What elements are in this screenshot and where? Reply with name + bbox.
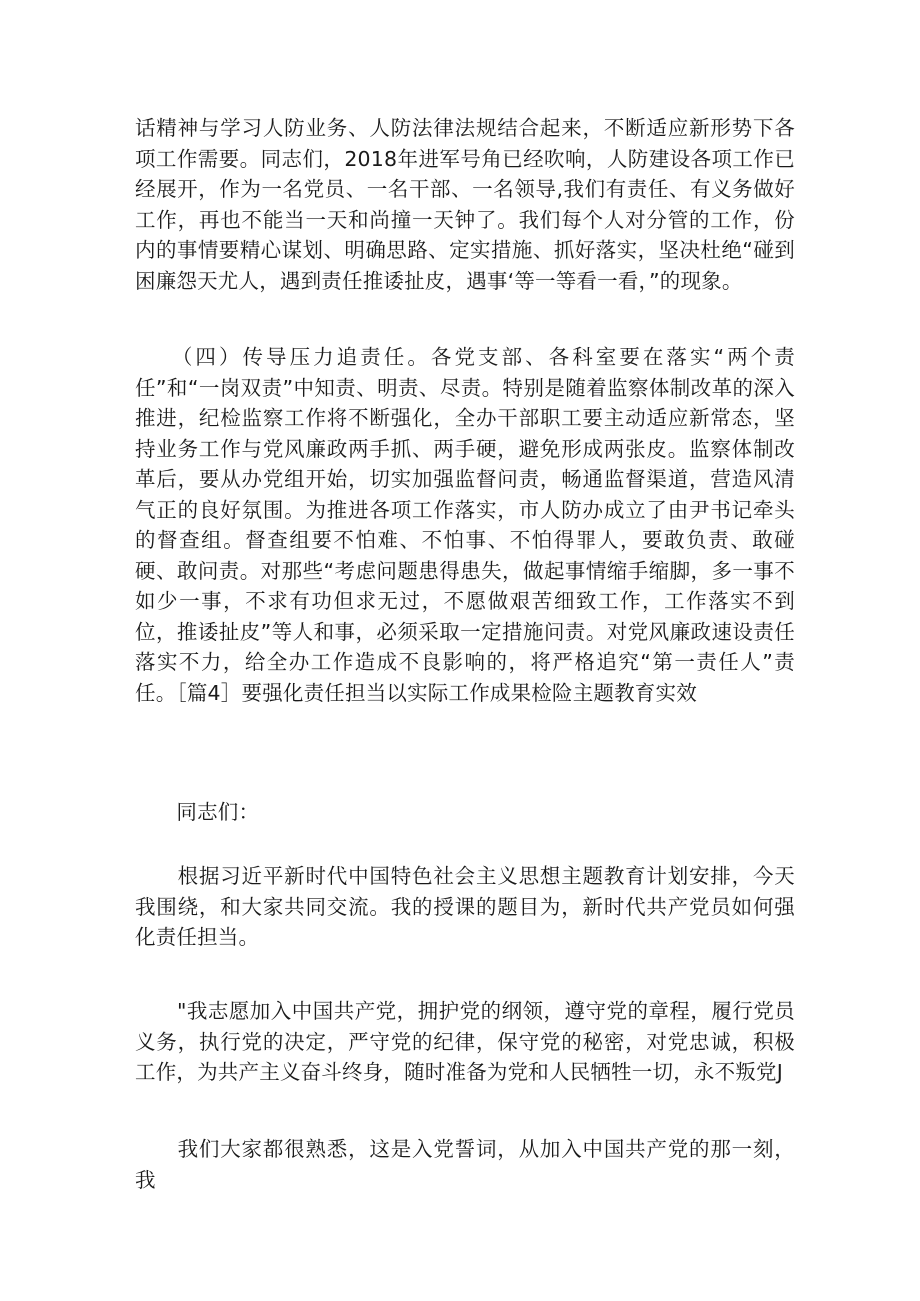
- paragraph-5: "我志愿加入中国共产党，拥护党的纲领，遵守党的章程，履行党员义务，执行党的决定，严守党的纪律，保守党的秘密，对党忠诚，积极工作，为共产主义奋斗终身，随时准备为党和人民牺牲一切，永不叛党J: [135, 999, 795, 1084]
- paragraph-3: 同志们：: [135, 800, 260, 824]
- paragraph-2: （四）传导压力追责任。各党支部、各科室要在落实“两个责任”和“一岗双责”中知责、明责、尽责。特别是随着监察体制改革的深入推进，纪检监察工作将不断强化，全办干部职工要主动适应新常态，坚持业务工作与党风廉政两手抓、两手硬，避免形成两张皮。监察体制改革后，要从办党组开始，切实加强监督问责，畅通监督渠道，营造风清气正的良好氛围。为推进各项工作落实，市人防办成立了由尹书记牵头的督查组。督查组要不怕难、不怕事、不怕得罪人，要敢负责、敢碰硬、敢问责。对那些“考虑问题患得患失，做起事情缩手缩脚，多一事不如少一事，不求有功但求无过，不愿做艰苦细致工作，工作落实不到位，推诿扯皮”等人和事，必须采取一定措施问责。对党风廉政速设责任落实不力，给全办工作造成不良影响的，将严格追究“第一责任人”责任。［篇4］要强化责任担当以实际工作成果检险主题教育实效: [135, 345, 795, 705]
- paragraph-1: 话精神与学习人防业务、人防法律法规结合起来，不断适应新形势下各项工作需要。同志们，2018年进军号角已经吹响，人防建设各项工作已经展开，作为一名党员、一名干部、一名领导,我们有责任、有义务做好工作，再也不能当一天和尚撞一天钟了。我们每个人对分管的工作，份内的事情要精心谋划、明确思路、定实措施、抓好落实，坚决杜绝“碰到困廉怨天尤人，遇到责任推诿扯皮，遇事‘等一等看一看，”的现象。: [135, 116, 795, 293]
- paragraph-6: 我们大家都很熟悉，这是入党誓词，从加入中国共产党的那一刻，我: [135, 1137, 795, 1192]
- paragraph-4: 根据习近平新时代中国特色社会主义思想主题教育计划安排，今天我围绕，和大家共同交流。我的授课的题目为，新时代共产党员如何强化责任担当。: [135, 864, 795, 949]
